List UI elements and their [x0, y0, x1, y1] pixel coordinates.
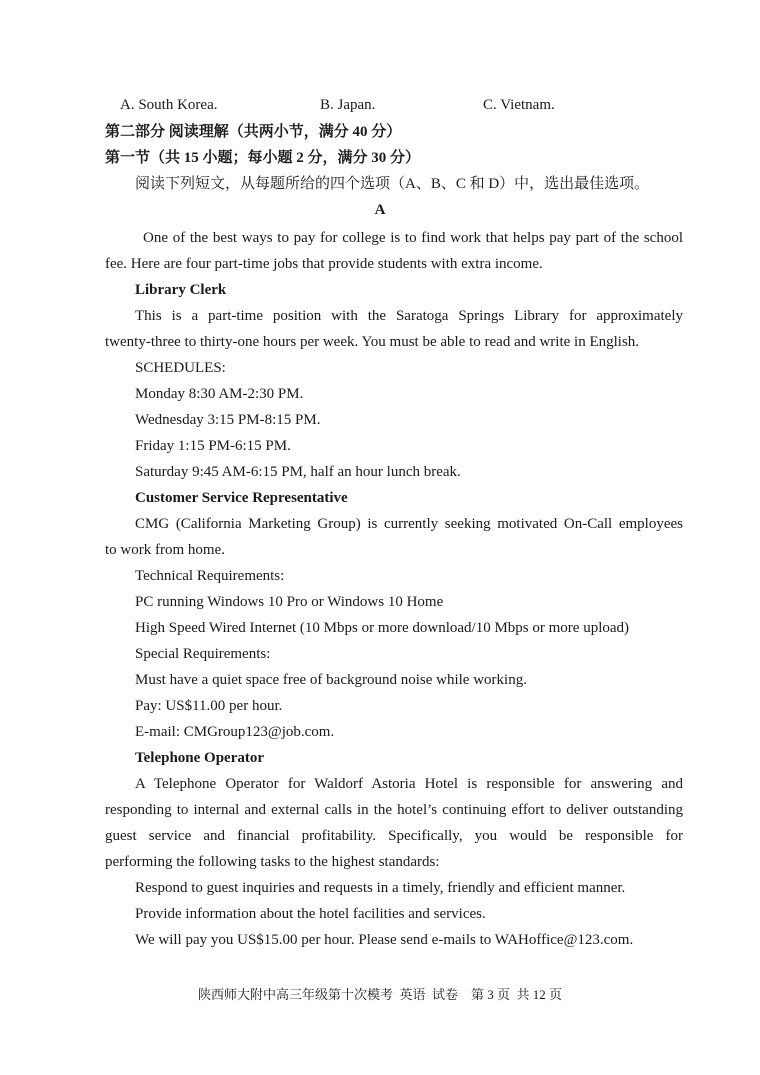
intro-line-2: fee. Here are four part-time jobs that provide students with extra income.: [105, 256, 543, 272]
special-item: Must have a quiet space free of background noise while working.: [135, 672, 527, 688]
telephone-desc-1: A Telephone Operator for Waldorf Astoria Hotel is responsible for answering and: [135, 776, 683, 792]
option-a: A. South Korea.: [120, 97, 218, 113]
section1-heading: 第一节（共 15 小题；每小题 2 分，满分 30 分）: [105, 150, 421, 166]
part2-heading: 第二部分 阅读理解（共两小节，满分 40 分）: [105, 124, 402, 140]
csr-desc-2: to work from home.: [105, 542, 225, 558]
library-desc-2: twenty-three to thirty-one hours per week. You must be able to read and write in English.: [105, 334, 640, 350]
instruction: 阅读下列短文，从每题所给的四个选项（A、B、C 和 D）中，选出最佳选项。: [135, 176, 650, 192]
telephone-pay: We will pay you US$15.00 per hour. Please send e-mails to WAHoffice@123.com.: [135, 932, 634, 948]
csr-title: Customer Service Representative: [135, 490, 348, 506]
option-c: C. Vietnam.: [483, 97, 555, 113]
telephone-desc-4: performing the following tasks to the highest standards:: [105, 854, 440, 870]
telephone-desc-3: guest service and financial profitability. Specifically, you would be responsible for: [105, 828, 683, 844]
telephone-task: Respond to guest inquiries and requests in a timely, friendly and efficient manner.: [135, 880, 626, 896]
telephone-desc-2: responding to internal and external calls in the hotel’s continuing effort to deliver outstanding: [105, 802, 683, 818]
intro-line-1: One of the best ways to pay for college is to find work that helps pay part of the school: [143, 230, 683, 246]
schedules-label: SCHEDULES:: [135, 360, 226, 376]
schedule-item: Monday 8:30 AM-2:30 PM.: [135, 386, 304, 402]
telephone-task: Provide information about the hotel facilities and services.: [135, 906, 486, 922]
passage-label: A: [374, 202, 386, 218]
library-title: Library Clerk: [135, 282, 227, 298]
tech-item: High Speed Wired Internet (10 Mbps or more download/10 Mbps or more upload): [135, 620, 630, 636]
page-footer: 陕西师大附中高三年级第十次模考 英语 试卷 第 3 页 共 12 页: [197, 987, 562, 1002]
tech-label: Technical Requirements:: [135, 568, 285, 584]
special-label: Special Requirements:: [135, 646, 271, 662]
csr-email: E-mail: CMGroup123@job.com.: [135, 724, 335, 740]
csr-desc-1: CMG (California Marketing Group) is currently seeking motivated On-Call employees: [135, 516, 683, 532]
schedule-item: Wednesday 3:15 PM-8:15 PM.: [135, 412, 321, 428]
tech-item: PC running Windows 10 Pro or Windows 10 Home: [135, 594, 444, 610]
telephone-title: Telephone Operator: [135, 750, 265, 766]
schedule-item: Friday 1:15 PM-6:15 PM.: [135, 438, 291, 454]
option-b: B. Japan.: [320, 97, 376, 113]
library-desc-1: This is a part-time position with the Saratoga Springs Library for approximately: [135, 308, 683, 324]
schedule-item: Saturday 9:45 AM-6:15 PM, half an hour lunch break.: [135, 464, 461, 480]
csr-pay: Pay: US$11.00 per hour.: [135, 698, 283, 714]
